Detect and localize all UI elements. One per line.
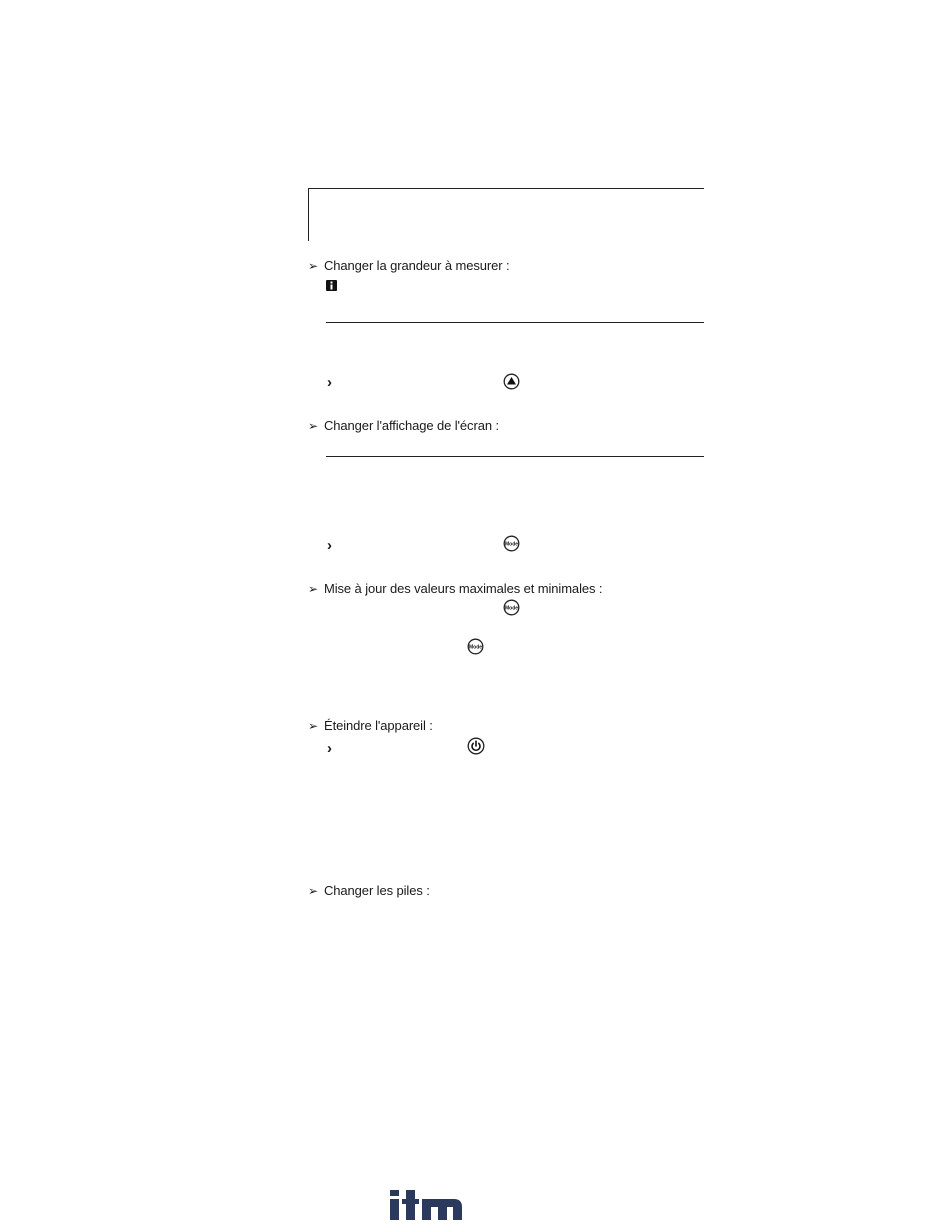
itm-logo — [390, 1187, 464, 1221]
bullet-arrow: ➢ — [308, 259, 318, 273]
section-title: Changer les piles : — [324, 883, 430, 898]
section-title: Éteindre l'appareil : — [324, 718, 433, 733]
up-arrow-button-icon — [503, 373, 520, 390]
power-button-icon — [467, 737, 485, 755]
svg-text:Mode: Mode — [504, 605, 519, 612]
section-heading-measure — [308, 258, 510, 274]
step-marker: › — [327, 374, 332, 391]
section-heading-display — [308, 418, 499, 434]
bullet-arrow: ➢ — [308, 582, 318, 596]
frame-left-border — [308, 188, 309, 241]
mode-button-icon — [503, 599, 520, 616]
mode-button-icon — [467, 638, 484, 655]
section-title: Changer l'affichage de l'écran : — [324, 418, 499, 433]
section-heading-battery — [308, 883, 430, 899]
step-marker: › — [327, 537, 332, 554]
svg-text:Mode: Mode — [468, 644, 483, 651]
divider-line — [326, 322, 704, 323]
section-heading-maxmin — [308, 581, 602, 597]
section-heading-off — [308, 718, 433, 734]
bullet-arrow: ➢ — [308, 884, 318, 898]
mode-button-icon — [503, 535, 520, 552]
bullet-arrow: ➢ — [308, 719, 318, 733]
step-marker: › — [327, 740, 332, 757]
info-icon — [326, 280, 337, 291]
svg-text:Mode: Mode — [504, 541, 519, 548]
section-title: Mise à jour des valeurs maximales et minimales : — [324, 581, 603, 596]
bullet-arrow: ➢ — [308, 419, 318, 433]
divider-line — [326, 456, 704, 457]
section-title: Changer la grandeur à mesurer : — [324, 258, 510, 273]
frame-top-border — [308, 188, 704, 189]
